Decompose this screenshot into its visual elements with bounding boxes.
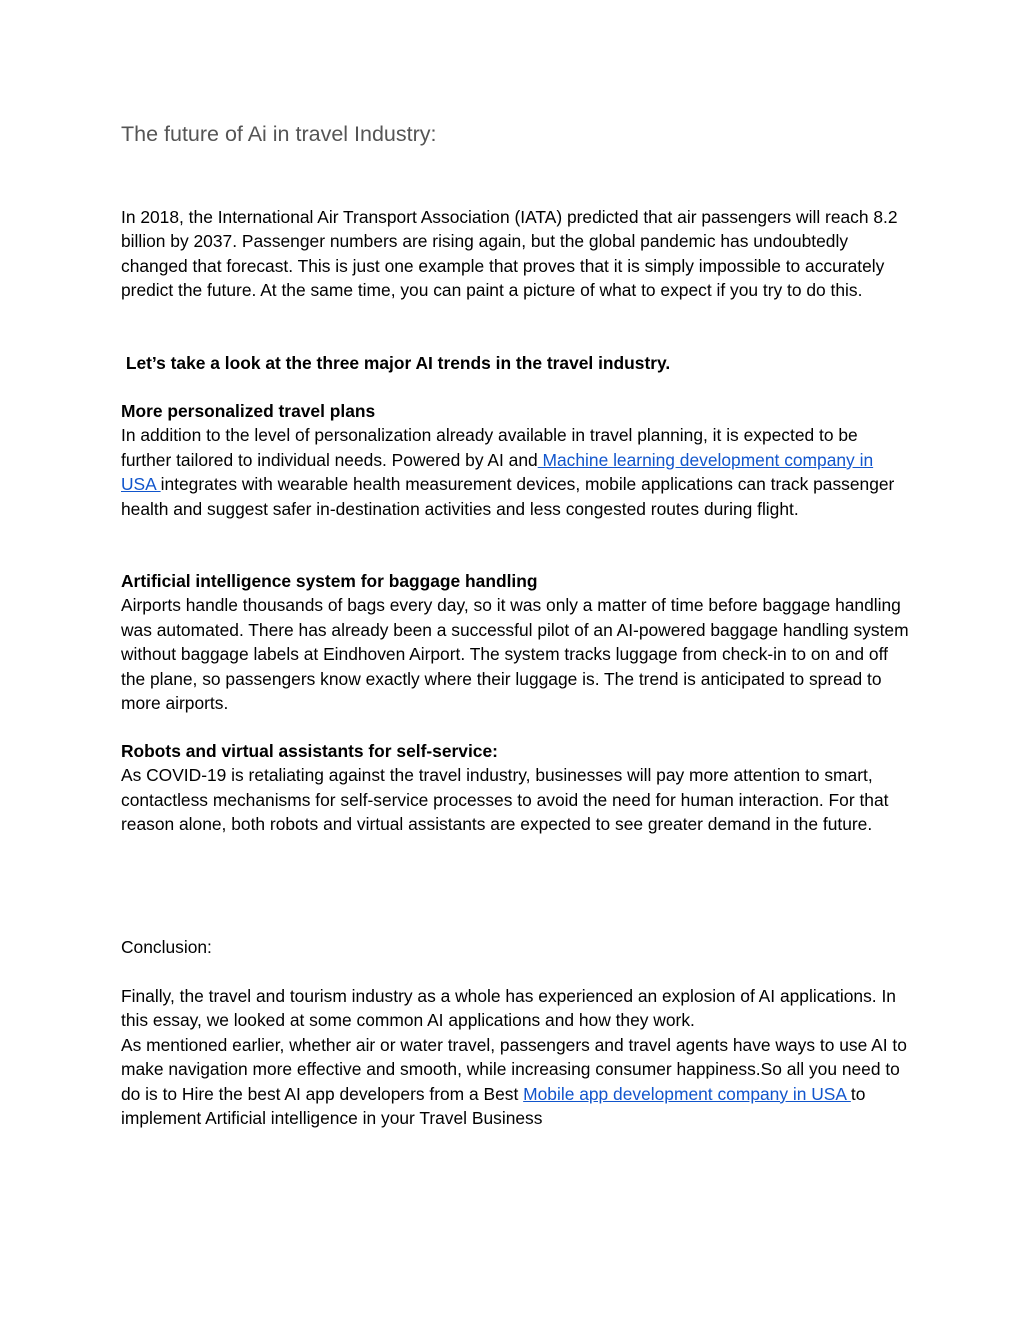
document-title: The future of Ai in travel Industry:	[121, 122, 437, 146]
section-heading: More personalized travel plans	[121, 401, 376, 421]
intro-text: In 2018, the International Air Transport Association (IATA) predicted that air passengers will reach 8.2 billion by 2037. Passenger numbers are rising again, but the global pandemic has undoubtedly changed that forecast. This is just one example that proves that it is simply impossible to accurately predict the future. At the same time, you can paint a picture of what to expect if you try to do this.	[121, 207, 898, 301]
section-heading: Robots and virtual assistants for self-service:	[121, 741, 498, 761]
mobile-app-company-link[interactable]: Mobile app development company in USA	[523, 1083, 851, 1104]
conclusion-paragraph-1: Finally, the travel and tourism industry as a whole has experienced an explosion of AI applications. In this essay, we looked at some common AI applications and how they work.	[121, 986, 896, 1031]
conclusion-paragraph-2	[121, 1033, 911, 1131]
machine-learning-company-link[interactable]: Machine learning development company in USA	[121, 449, 874, 495]
section-baggage-handling	[121, 569, 911, 715]
section-body	[121, 423, 911, 521]
section-body: Airports handle thousands of bags every day, so it was only a matter of time before baggage handling was automated. There has already been a successful pilot of an AI-powered baggage handling system without baggage labels at Eindhoven Airport. The system tracks luggage from check-in to on and off the plane, so passengers know exactly where their luggage is. The trend is anticipated to spread to more airports.	[121, 595, 909, 714]
section-robots-assistants	[121, 739, 911, 837]
lead-paragraph	[121, 351, 911, 375]
section-personalized-travel	[121, 399, 911, 521]
lead-text: Let’s take a look at the three major AI trends in the travel industry.	[121, 353, 671, 373]
conclusion-heading: Conclusion:	[121, 937, 212, 957]
conclusion-block	[121, 984, 911, 1130]
conclusion-text-before: As mentioned earlier, whether air or water travel, passengers and travel agents have ways to use AI to make navigation more effective and smooth, while increasing consumer happiness.So all you need to do is to Hire the best AI app developers from a Best	[121, 1034, 907, 1104]
conclusion-heading-block	[121, 935, 911, 959]
section-heading: Artificial intelligence system for baggage handling	[121, 571, 538, 591]
conclusion-text-after: to implement Artificial intelligence in your Travel Business	[121, 1083, 866, 1129]
intro-paragraph	[121, 205, 911, 303]
section-text-after: integrates with wearable health measurement devices, mobile applications can track passenger health and suggest safer in-destination activities and less congested routes during flight.	[121, 474, 895, 519]
section-text-before: In addition to the level of personalization already available in travel planning, it is expected to be further tailored to individual needs. Powered by AI and	[121, 425, 858, 470]
section-body: As COVID-19 is retaliating against the travel industry, businesses will pay more attention to smart, contactless mechanisms for self-service processes to avoid the need for human interaction. For that reason alone, both robots and virtual assistants are expected to see greater demand in the future.	[121, 765, 889, 835]
